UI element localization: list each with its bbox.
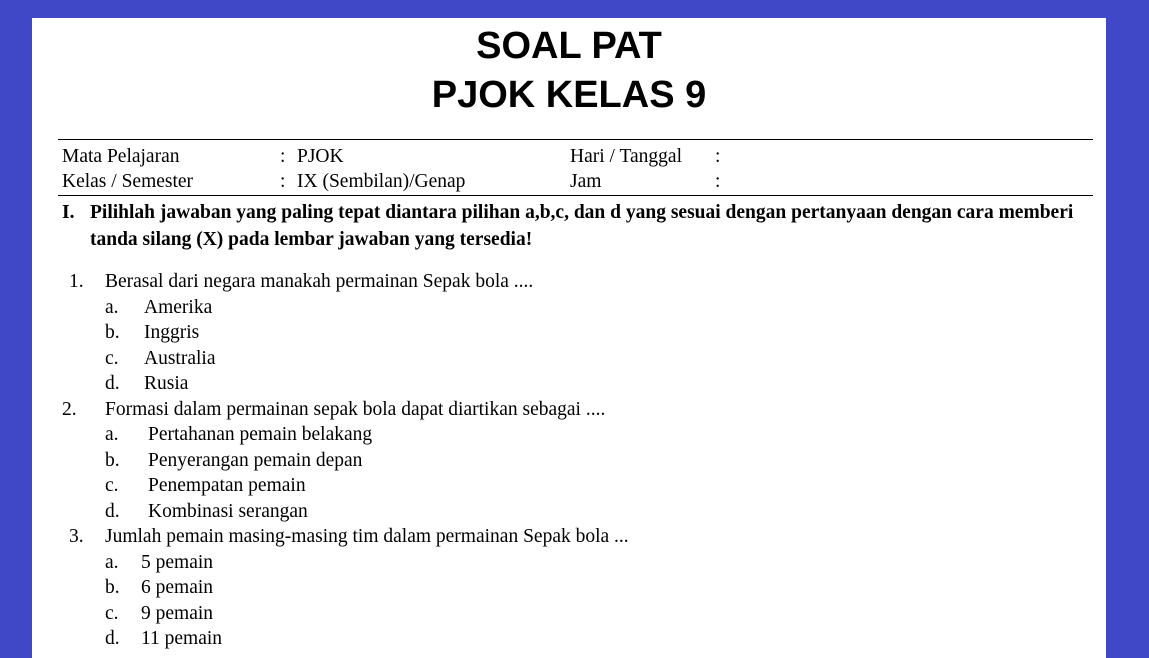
option-letter: d. [105,373,120,394]
question-text: Jumlah pemain masing-masing tim dalam permainan Sepak bola ... [105,526,629,547]
answer-option [105,601,1092,627]
section-instruction [62,199,1092,253]
info-label-class: Kelas / Semester [62,171,194,192]
info-label-date: Hari / Tanggal [570,146,682,167]
option-letter: b. [105,449,120,471]
option-letter: c. [105,475,119,496]
answer-option [105,448,1092,474]
answer-option [105,550,1092,576]
info-value-subject: PJOK [297,146,344,167]
question-item [62,524,1092,652]
header-bottom-rule [58,195,1093,196]
question-item [62,397,1092,525]
instruction-text: Pilihlah jawaban yang paling tepat diantara pilihan a,b,c, dan d yang sesuai dengan pertanyaan dengan cara memberi tanda silang (X) pada lembar jawaban yang tersedia! [90,202,1074,250]
option-text: 9 pemain [141,602,214,624]
info-separator: : [715,146,721,167]
answer-option [105,575,1092,601]
question-text: Formasi dalam permainan sepak bola dapat diartikan sebagai .... [105,398,606,420]
option-letter: c. [105,602,119,624]
document-page [32,18,1106,658]
option-text: Australia [144,347,216,369]
option-letter: b. [105,577,120,598]
document-title: SOAL PAT [476,25,662,67]
answer-option [105,320,1092,346]
document-subtitle: PJOK KELAS 9 [431,74,707,116]
option-text: 5 pemain [141,551,214,573]
option-letter: d. [105,500,120,522]
answer-option [105,346,1092,372]
info-separator: : [715,171,721,192]
option-letter: d. [105,628,120,649]
option-text: Penyerangan pemain depan [148,449,363,471]
info-value-class: IX (Sembilan)/Genap [297,171,466,192]
question-text: Berasal dari negara manakah permainan Sepak bola .... [105,271,534,292]
option-letter: b. [105,322,120,343]
option-letter: c. [105,347,119,369]
option-text: Kombinasi serangan [148,500,308,522]
answer-option [105,371,1092,397]
option-text: Pertahanan pemain belakang [148,424,373,445]
answer-option [105,295,1092,321]
header-top-rule [58,139,1093,140]
option-text: Penempatan pemain [148,475,306,496]
answer-option [105,473,1092,499]
question-number: 3. [69,526,84,547]
answer-option [105,422,1092,448]
section-number: I. [62,202,75,223]
info-separator: : [280,171,286,192]
option-letter: a. [105,551,119,573]
option-letter: a. [105,296,119,318]
option-text: Inggris [144,322,200,343]
option-text: 11 pemain [141,628,223,649]
option-text: Amerika [144,296,213,318]
option-letter: a. [105,424,119,445]
question-list [62,269,1092,652]
question-number: 1. [69,271,84,292]
info-label-time: Jam [570,171,602,192]
question-item [62,269,1092,397]
option-text: 6 pemain [141,577,214,598]
info-separator: : [280,146,286,167]
question-number: 2. [62,398,77,420]
answer-option [105,499,1092,525]
option-text: Rusia [144,373,189,394]
info-label-subject: Mata Pelajaran [62,146,180,167]
